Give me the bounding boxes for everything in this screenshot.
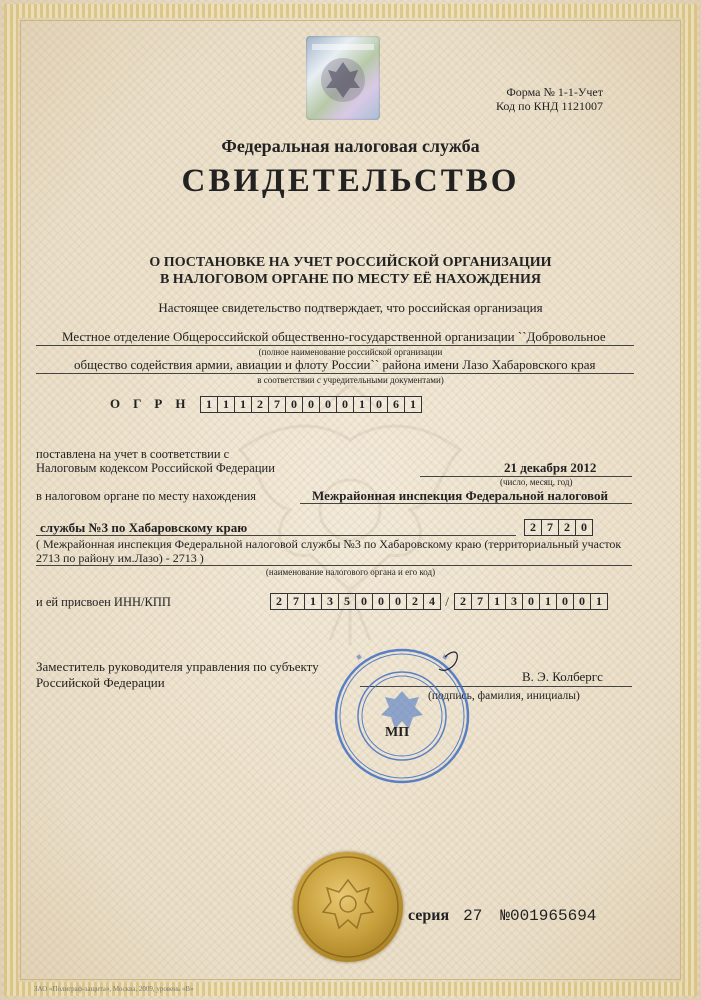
- authority-note-line-2: 2713 по району им.Лазо) - 2713 ): [36, 551, 204, 565]
- kpp-digit-cell: 1: [488, 593, 506, 610]
- series-label: серия: [408, 907, 450, 924]
- ogrn-digit-cell: 0: [336, 396, 354, 413]
- authority-rule-2: [36, 535, 516, 536]
- form-info: [496, 85, 603, 113]
- inn-digit-cell: 0: [355, 593, 373, 610]
- ogrn-digit-cell: 1: [217, 396, 235, 413]
- kpp-digit-cell: 0: [556, 593, 574, 610]
- kpp-digit-cell: 1: [590, 593, 608, 610]
- series-block: [408, 907, 596, 925]
- ogrn-digit-cell: 6: [387, 396, 405, 413]
- authority-code-cell: 2: [524, 519, 542, 536]
- ogrn-digit-cell: 0: [285, 396, 303, 413]
- inn-kpp-boxes: [270, 593, 607, 610]
- inn-digit-cell: 2: [406, 593, 424, 610]
- authority-code-boxes: [524, 519, 592, 536]
- kpp-digit-cell: 1: [539, 593, 557, 610]
- intro-text: Настоящее свидетельство подтверждает, что российская организация: [158, 300, 543, 315]
- authority-code-cell: 7: [541, 519, 559, 536]
- org-line-1-rule: [36, 345, 634, 346]
- gold-seal: [293, 852, 403, 962]
- signature-caption: (подпись, фамилия, инициалы): [428, 690, 580, 702]
- official-stamp: [333, 647, 471, 785]
- inn-digit-cell: 7: [287, 593, 305, 610]
- date-caption: (число, месяц, год): [500, 477, 573, 487]
- authority-rule-1: [300, 503, 632, 504]
- registration-date: 21 декабря 2012: [504, 460, 597, 475]
- ogrn-digit-cell: 1: [404, 396, 422, 413]
- heading-line-1: О ПОСТАНОВКЕ НА УЧЕТ РОССИЙСКОЙ ОРГАНИЗАЦИИ: [149, 255, 552, 270]
- inn-label: и ей присвоен ИНН/КПП: [36, 595, 171, 609]
- org-line-2-rule: [36, 373, 634, 374]
- inn-kpp-separator: /: [445, 594, 449, 609]
- registered-line-1: поставлена на учет в соответствии с: [36, 447, 230, 461]
- inn-digit-cell: 0: [372, 593, 390, 610]
- inn-digit-cell: 2: [270, 593, 288, 610]
- ogrn-digit-cell: 1: [353, 396, 371, 413]
- authority-name-line-2: службы №3 по Хабаровскому краю: [40, 520, 248, 535]
- authority-note-rule: [36, 565, 632, 566]
- authority-note-line-1: ( Межрайонная инспекция Федеральной налоговой службы №3 по Хабаровскому краю (территориальный участок: [36, 537, 622, 551]
- ogrn-digit-cell: 1: [200, 396, 218, 413]
- ogrn-digit-cell: 7: [268, 396, 286, 413]
- authority-code-cell: 2: [558, 519, 576, 536]
- kpp-digit-cell: 3: [505, 593, 523, 610]
- hologram-emblem: [306, 36, 380, 120]
- kpp-digit-cell: 0: [522, 593, 540, 610]
- authority-code-cell: 0: [575, 519, 593, 536]
- authority-label: в налоговом органе по месту нахождения: [36, 489, 257, 503]
- ogrn-digit-cell: 0: [302, 396, 320, 413]
- inn-digit-cell: 3: [321, 593, 339, 610]
- kpp-digit-cell: 0: [573, 593, 591, 610]
- inn-digit-cell: 0: [389, 593, 407, 610]
- kpp-digit-cell: 7: [471, 593, 489, 610]
- document-number: №001965694: [500, 907, 597, 925]
- org-name-line-2: общество содействия армии, авиации и флоту России`` района имени Лазо Хабаровского края: [74, 357, 596, 372]
- agency-name: Федеральная налоговая служба: [221, 136, 480, 156]
- inn-digit-cell: 1: [304, 593, 322, 610]
- ogrn-boxes: [200, 396, 421, 413]
- signer-name: В. Э. Колбергс: [522, 669, 603, 684]
- ogrn-digit-cell: 1: [234, 396, 252, 413]
- signer-title-line-1: Заместитель руководителя управления по субъекту: [36, 659, 319, 674]
- certificate-title: СВИДЕТЕЛЬСТВО: [181, 163, 520, 199]
- heading-line-2: В НАЛОГОВОМ ОРГАНЕ ПО МЕСТУ ЕЁ НАХОЖДЕНИЯ: [159, 272, 542, 287]
- authority-caption: (наименование налогового органа и его код): [265, 567, 436, 577]
- org-name-line-1: Местное отделение Общероссийской общественно-государственной организации ``Добровольное: [62, 329, 606, 344]
- signer-title-line-2: Российской Федерации: [36, 675, 165, 690]
- series-value: 27: [463, 907, 483, 925]
- org-caption-1: (полное наименование российской организации: [258, 347, 443, 357]
- ogrn-label: ОГРН: [110, 396, 199, 411]
- ogrn-digit-cell: 2: [251, 396, 269, 413]
- inn-digit-cell: 4: [423, 593, 441, 610]
- ogrn-digit-cell: 0: [319, 396, 337, 413]
- org-caption-2: в соответствии с учредительными документами): [257, 375, 444, 385]
- printer-note: ЗАО «Полиграф-защита», Москва, 2009, уровень «В»: [34, 985, 194, 993]
- registered-line-2: Налоговым кодексом Российской Федерации: [36, 461, 275, 475]
- authority-name-line-1: Межрайонная инспекция Федеральной налоговой: [312, 488, 608, 503]
- inn-digit-cell: 5: [338, 593, 356, 610]
- form-number: Форма № 1-1-Учет: [506, 85, 603, 99]
- knd-code: Код по КНД 1121007: [496, 99, 603, 113]
- ogrn-digit-cell: 0: [370, 396, 388, 413]
- mp-label: МП: [385, 725, 410, 740]
- kpp-digit-cell: 2: [454, 593, 472, 610]
